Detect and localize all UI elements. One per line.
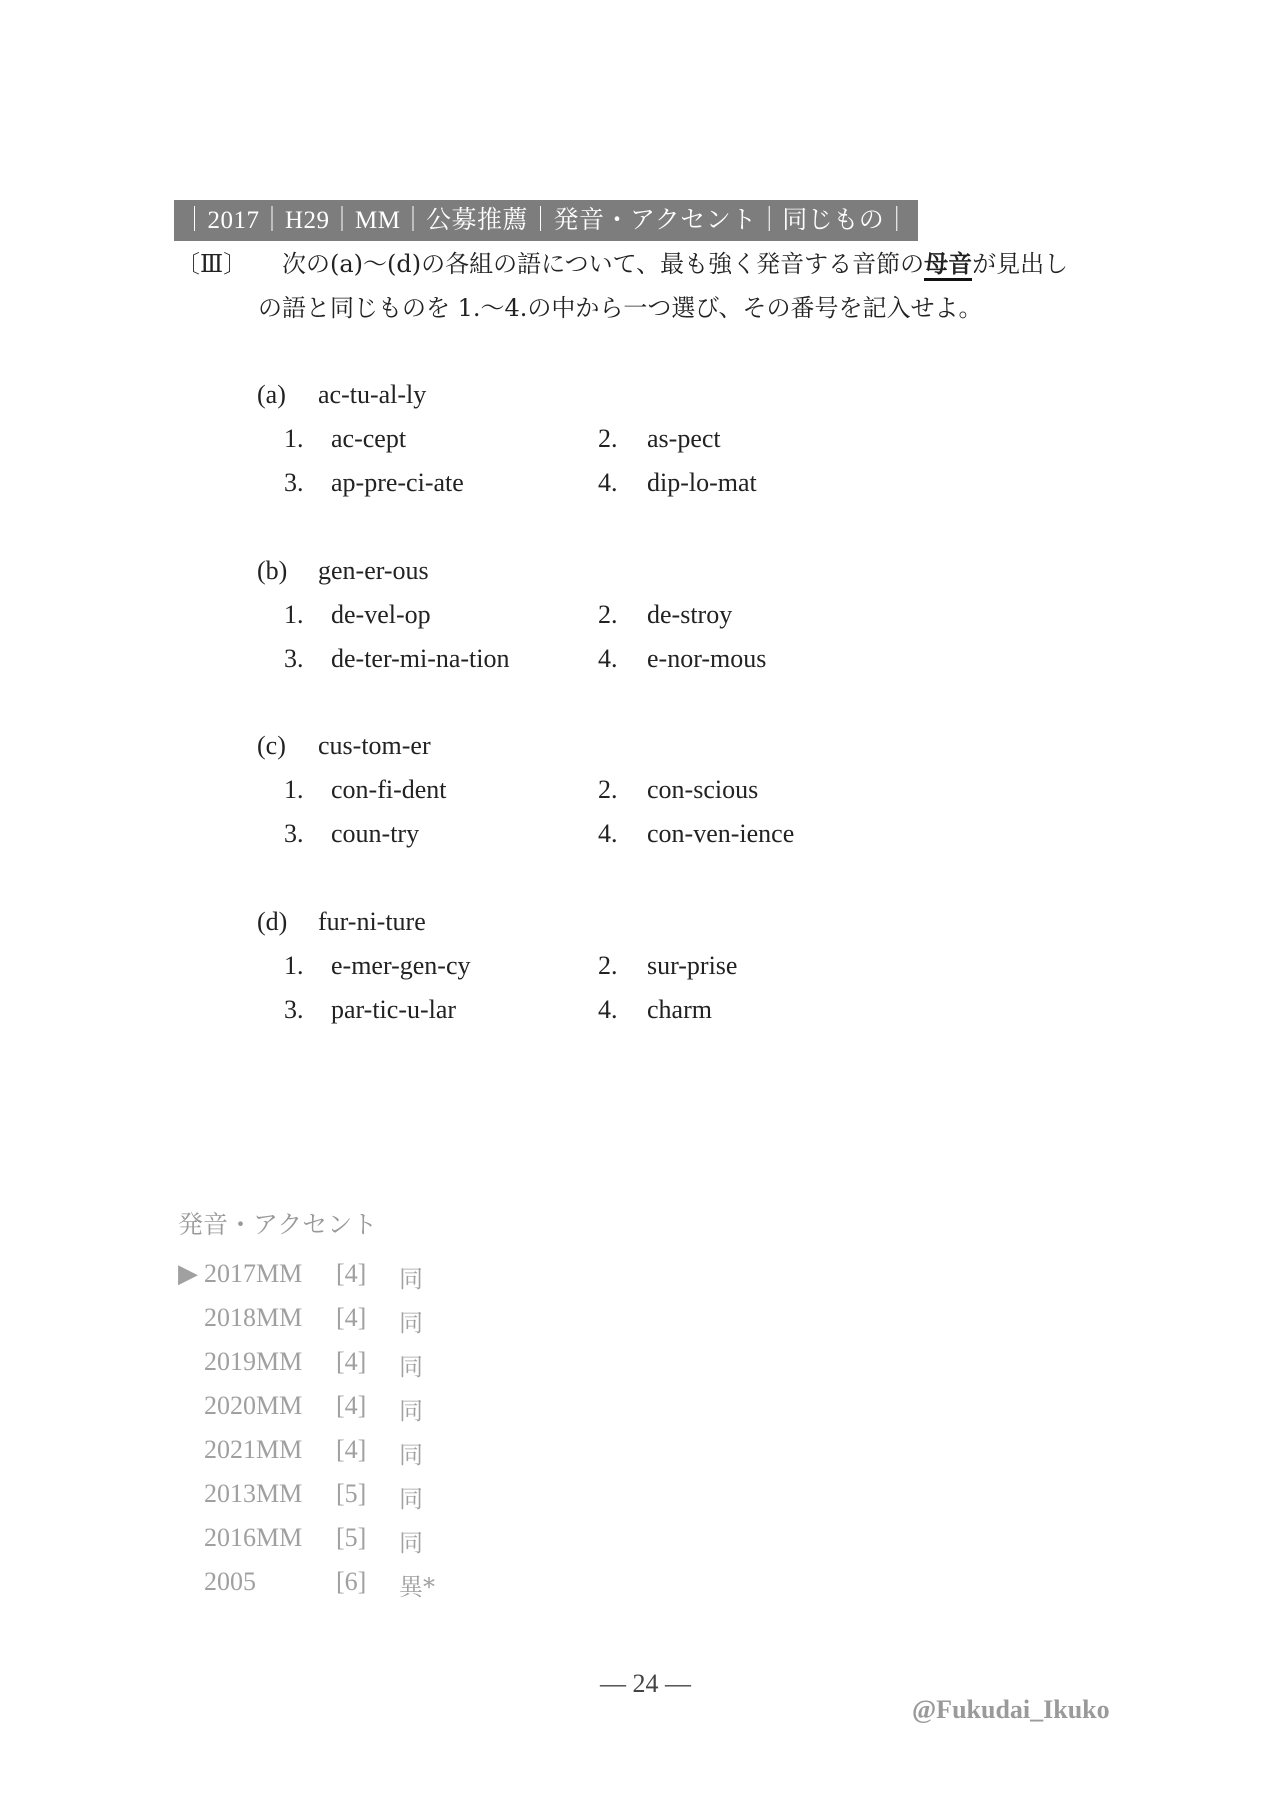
option-number: 4. (598, 819, 618, 848)
option-number: 4. (598, 644, 618, 673)
history-result: 異* (399, 1573, 435, 1601)
option-number: 1. (284, 424, 304, 453)
option-number: 1. (284, 951, 304, 980)
option-word: de-vel-op (331, 600, 431, 629)
history-result: 同 (399, 1265, 423, 1293)
history-result: 同 (399, 1441, 423, 1469)
option-word: ac-cept (331, 424, 407, 453)
instruction-text-a: 次の(a)～(d)の各組の語について、最も強く発音する音節の (282, 250, 925, 278)
history-result: 同 (399, 1397, 423, 1425)
question-word: cus-tom-er (318, 731, 431, 760)
history-year: 2005 (204, 1567, 256, 1596)
option-number: 2. (598, 951, 618, 980)
history-year: 2021MM (204, 1435, 303, 1464)
option-word: de-stroy (647, 600, 733, 629)
history-year: 2020MM (204, 1391, 303, 1420)
page-number: — 24 — (600, 1669, 691, 1698)
history-result: 同 (399, 1529, 423, 1557)
question-label: (b) (257, 556, 288, 585)
question-label: (d) (257, 907, 288, 936)
header-tag: ｜2017｜H29｜MM｜公募推薦｜発音・アクセント｜同じもの｜ (174, 200, 918, 241)
option-number: 3. (284, 644, 304, 673)
option-word: sur-prise (647, 951, 738, 980)
option-word: con-fi-dent (331, 775, 447, 804)
option-number: 3. (284, 995, 304, 1024)
history-section: [4] (336, 1347, 367, 1376)
history-result: 同 (399, 1309, 423, 1337)
option-word: as-pect (647, 424, 721, 453)
option-number: 1. (284, 775, 304, 804)
history-result: 同 (399, 1485, 423, 1513)
option-word: e-mer-gen-cy (331, 951, 471, 980)
option-number: 3. (284, 819, 304, 848)
option-number: 4. (598, 468, 618, 497)
history-title: 発音・アクセント (178, 1210, 378, 1239)
option-number: 3. (284, 468, 304, 497)
history-section: [4] (336, 1259, 367, 1288)
current-marker-icon: ▶ (178, 1259, 198, 1288)
history-year: 2017MM (204, 1259, 303, 1288)
option-number: 4. (598, 995, 618, 1024)
history-section: [6] (336, 1567, 367, 1596)
option-word: e-nor-mous (647, 644, 767, 673)
history-section: [4] (336, 1391, 367, 1420)
question-word: ac-tu-al-ly (318, 380, 427, 409)
history-section: [4] (336, 1435, 367, 1464)
option-word: coun-try (331, 819, 420, 848)
author-credit: @Fukudai_Ikuko (912, 1695, 1110, 1724)
question-number: 〔Ⅲ〕 (176, 250, 248, 278)
option-number: 1. (284, 600, 304, 629)
question-word: gen-er-ous (318, 556, 429, 585)
option-word: de-ter-mi-na-tion (331, 644, 510, 673)
option-word: dip-lo-mat (647, 468, 757, 497)
instruction-line-2: の語と同じものを 1.～4.の中から一つ選び、その番号を記入せよ。 (258, 294, 983, 322)
option-word: con-scious (647, 775, 759, 804)
option-word: charm (647, 995, 712, 1024)
history-year: 2016MM (204, 1523, 303, 1552)
option-number: 2. (598, 424, 618, 453)
option-word: par-tic-u-lar (331, 995, 457, 1024)
option-word: con-ven-ience (647, 819, 795, 848)
option-number: 2. (598, 600, 618, 629)
instruction-emphasis: 母音 (924, 249, 972, 281)
history-section: [4] (336, 1303, 367, 1332)
question-word: fur-ni-ture (318, 907, 426, 936)
instruction-line-1 (176, 244, 1068, 284)
history-section: [5] (336, 1523, 367, 1552)
question-label: (c) (257, 731, 286, 760)
instruction-text-b: が見出し (972, 250, 1069, 278)
option-word: ap-pre-ci-ate (331, 468, 464, 497)
history-year: 2019MM (204, 1347, 303, 1376)
option-number: 2. (598, 775, 618, 804)
history-section: [5] (336, 1479, 367, 1508)
question-label: (a) (257, 380, 286, 409)
history-result: 同 (399, 1353, 423, 1381)
history-year: 2013MM (204, 1479, 303, 1508)
history-year: 2018MM (204, 1303, 303, 1332)
